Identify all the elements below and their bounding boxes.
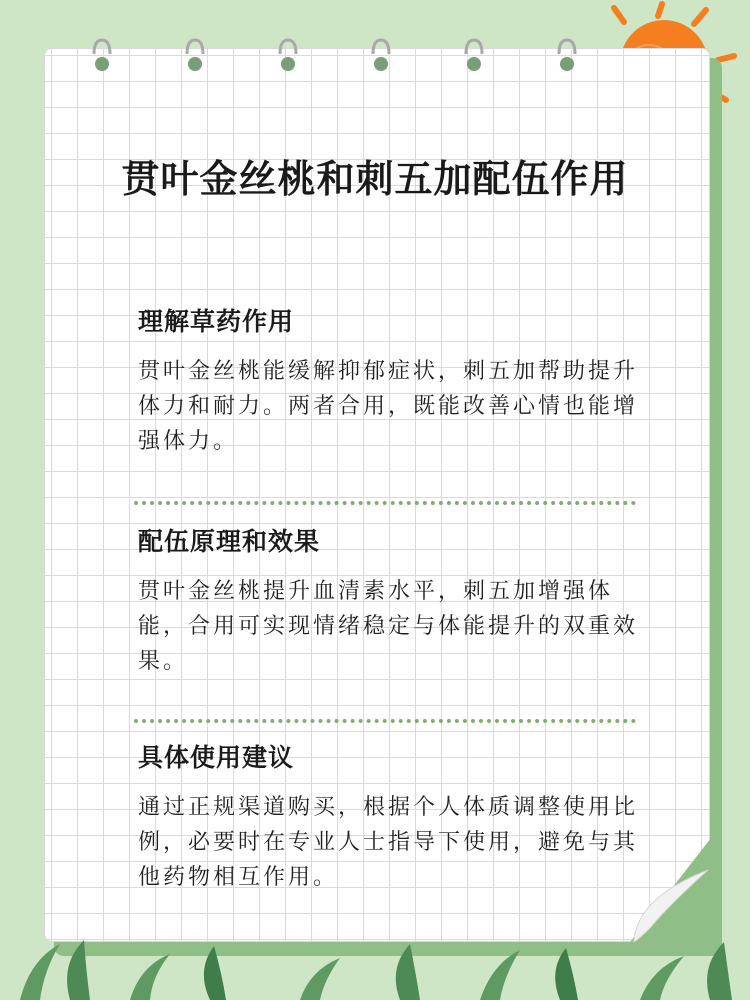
section-divider <box>134 501 636 505</box>
section-body: 贯叶金丝桃能缓解抑郁症状，刺五加帮助提升体力和耐力。两者合用，既能改善心情也能增强体力。 <box>138 359 639 454</box>
binder-ring-icon <box>274 38 302 72</box>
binder-ring-icon <box>88 38 116 72</box>
section-divider <box>134 719 636 723</box>
section-heading: 配伍原理和效果 <box>138 527 321 556</box>
section-body: 贯叶金丝桃提升血清素水平，刺五加增强体能，合用可实现情绪稳定与体能提升的双重效果。 <box>138 579 639 674</box>
binder-ring-icon <box>460 38 488 72</box>
section-body: 通过正规渠道购买，根据个人体质调整使用比例，必要时在专业人士指导下使用，避免与其他药物相互作用。 <box>138 795 639 890</box>
binder-ring-icon <box>553 38 581 72</box>
binder-ring-icon <box>367 38 395 72</box>
section-heading: 理解草药作用 <box>138 307 295 336</box>
section-heading: 具体使用建议 <box>138 743 295 772</box>
page-title: 贯叶金丝桃和刺五加配伍作用 <box>121 157 629 201</box>
binder-ring-icon <box>181 38 209 72</box>
leaves-decoration <box>0 940 750 1000</box>
